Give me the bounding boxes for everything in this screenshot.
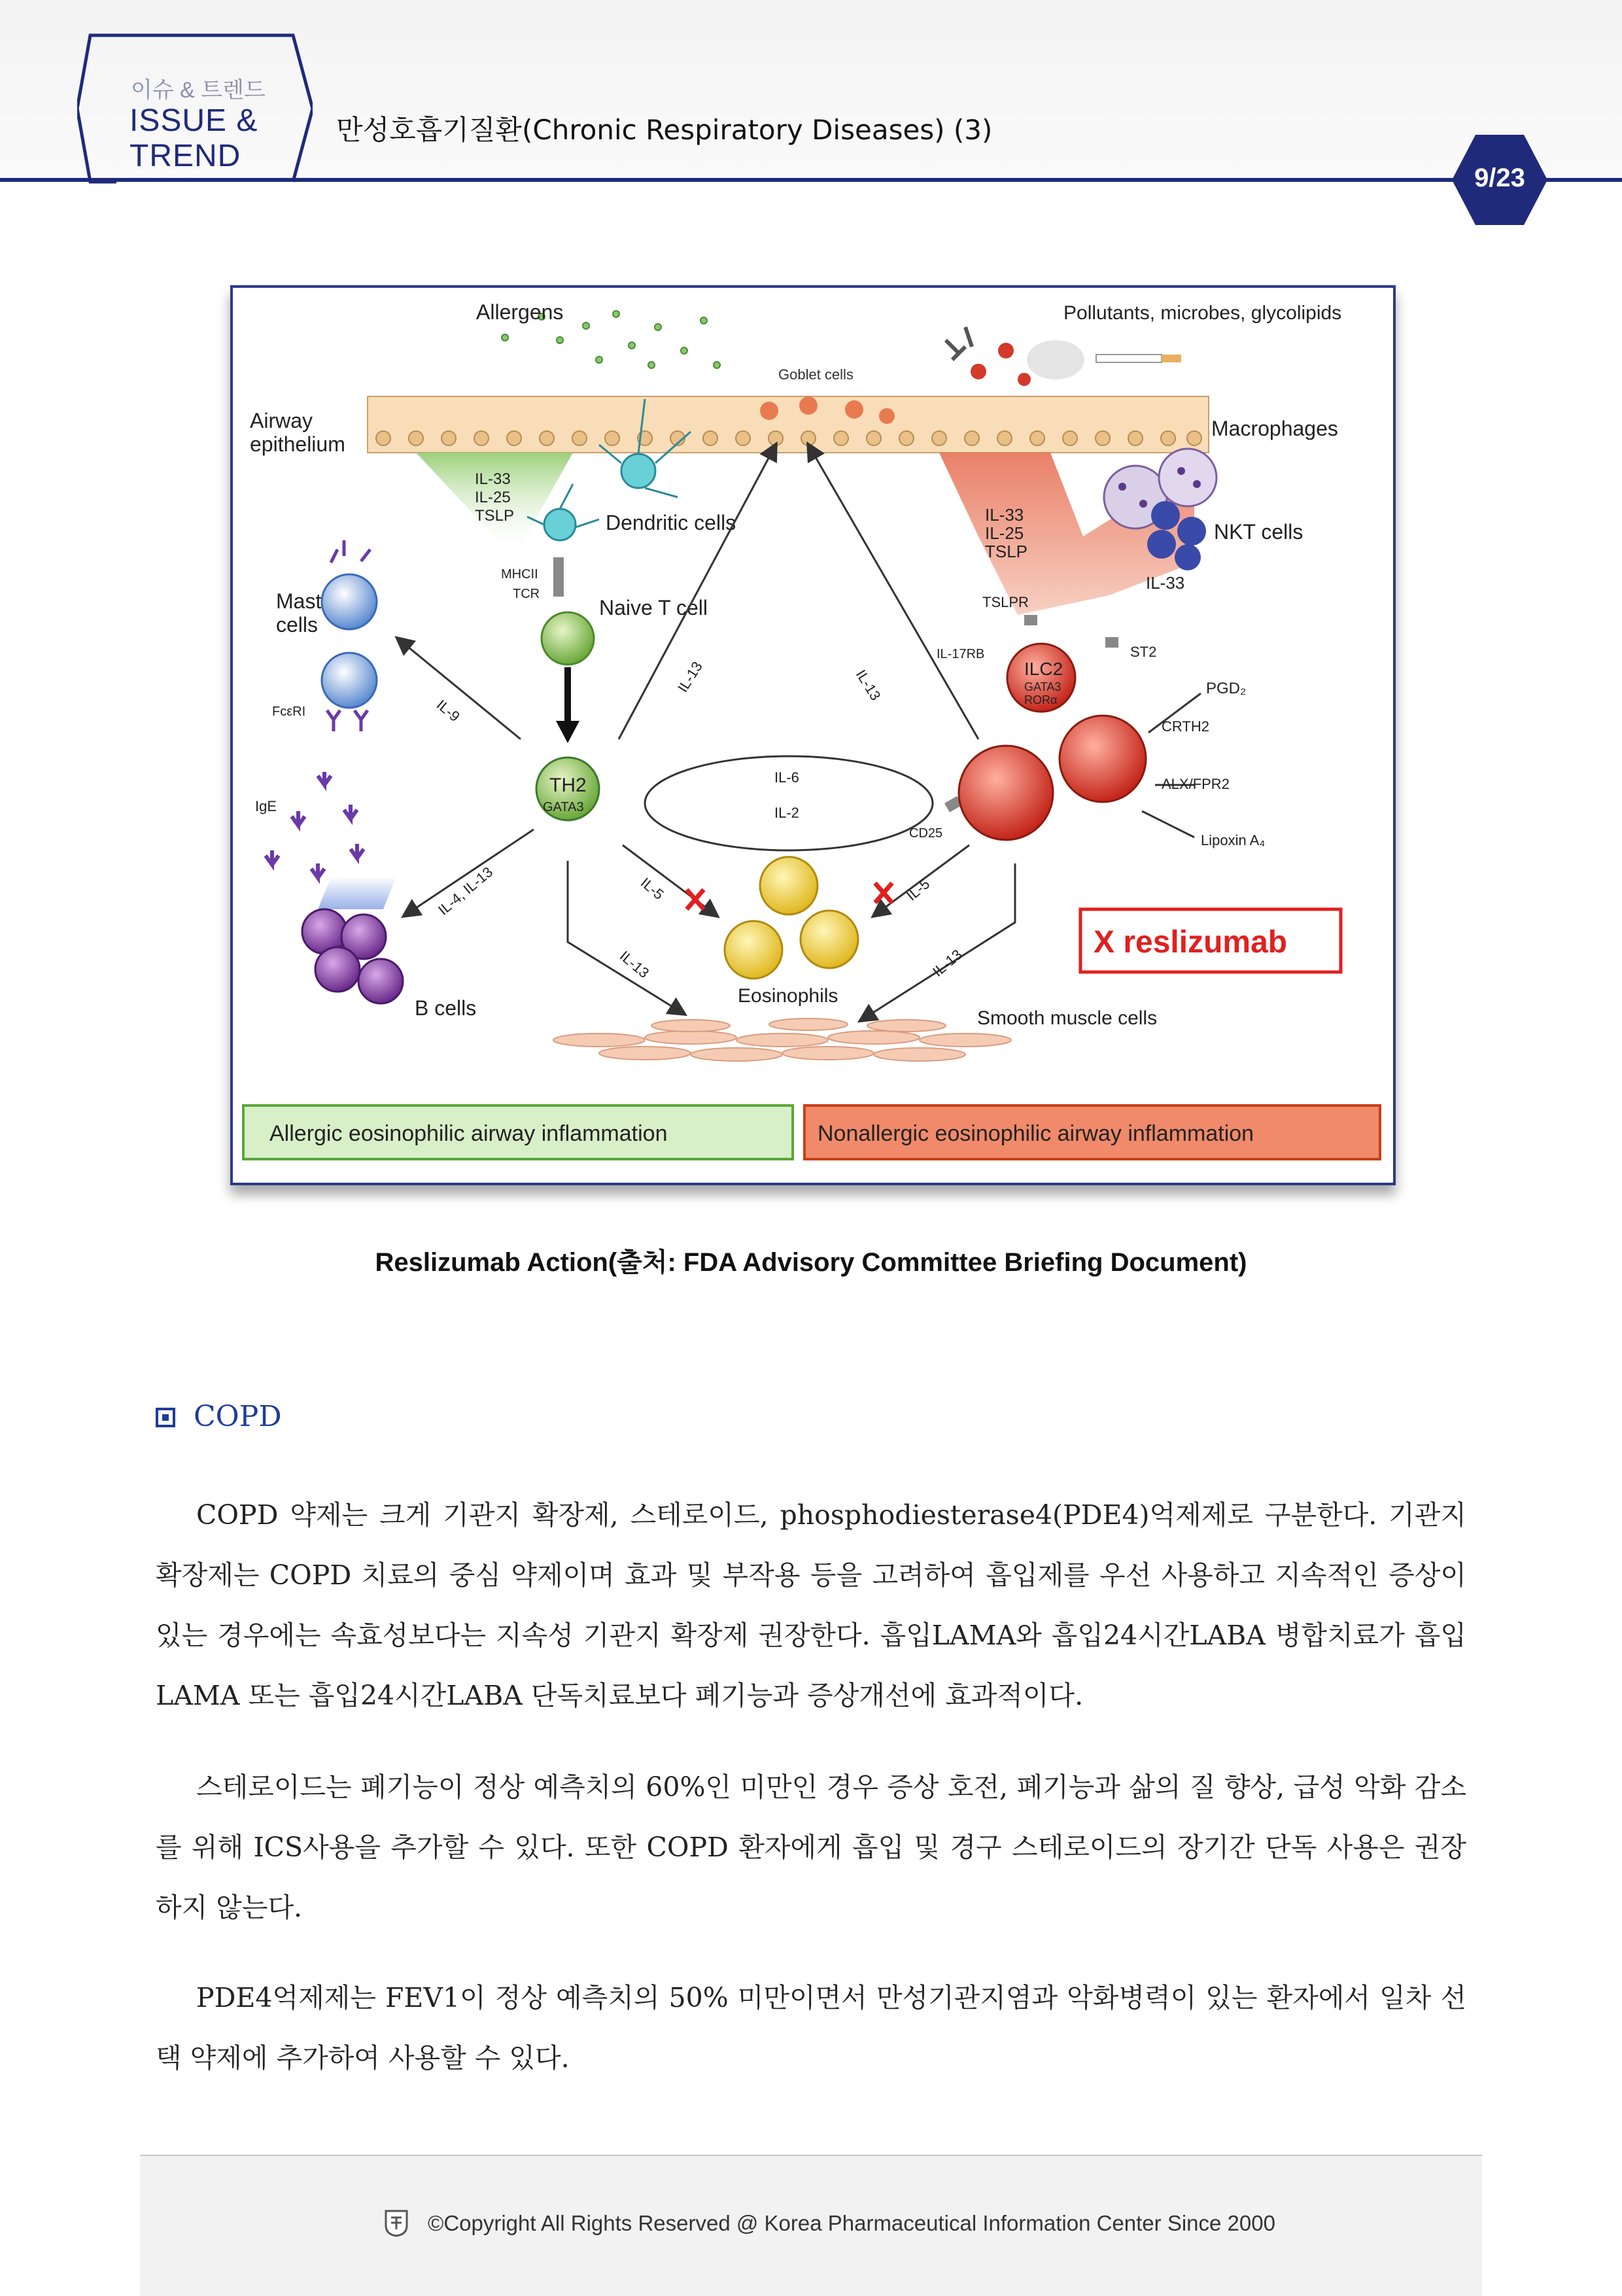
b-cells-label: B cells bbox=[415, 996, 477, 1020]
il13-left-label: IL-13 bbox=[674, 658, 706, 695]
il5-left-label: IL-5 bbox=[637, 874, 667, 903]
th2-gata3: GATA3 bbox=[543, 800, 584, 814]
eosinophils bbox=[725, 857, 858, 979]
il13-lower-left-label: IL-13 bbox=[616, 947, 653, 982]
section-heading-text: COPD bbox=[194, 1400, 282, 1433]
b-cells bbox=[302, 909, 403, 1003]
pollutant-icons bbox=[946, 327, 1181, 386]
page-number: 9/23 bbox=[1474, 164, 1525, 192]
paragraph-2: 스테로이드는 폐기능이 정상 예측치의 60%인 미만인 경우 증상 호전, 폐기능과 삶의 질 향상, 급성 악화 감소를 위해 ICS사용을 추가할 수 있다. 또한 COPD 환자에게 흡입 및 경구 스테로이드의 장기간 단독 사용은 권장하지 않는다. bbox=[156, 1771, 1466, 1923]
ige-antibodies bbox=[266, 772, 364, 878]
naive-to-th2-arrowhead bbox=[556, 721, 579, 743]
pgd2-label: PGD₂ bbox=[1206, 680, 1247, 697]
crth2-label: CRTH2 bbox=[1162, 718, 1209, 735]
naive-t-cell bbox=[542, 612, 594, 665]
il33-right: IL-33 bbox=[985, 505, 1024, 525]
brand-title-line1: ISSUE & bbox=[129, 103, 258, 138]
lipoxin-label: Lipoxin A₄ bbox=[1201, 832, 1266, 848]
section-heading bbox=[156, 1400, 282, 1433]
st2-label: ST2 bbox=[1130, 644, 1157, 660]
paragraph-1: COPD 약제는 크게 기관지 확장제, 스테로이드, phosphodiesterase4(PDE4)억제제로 구분한다. 기관지 확장제는 COPD 치료의 중심 약제이며 효과 및 부작용 등을 고려하여 흡입제를 우선 사용하고 지속적인 증상이 있는 경우에는 속효성보다는 지속성 기관지 확장제 권장한다. 흡입LAMA와 흡입24시간LABA 병합치료가 흡입LAMA 또는 흡입24시간LABA 단독치료보다 폐기능과 증상개선에 효과적이다. bbox=[156, 1499, 1466, 1711]
ige-label: IgE bbox=[255, 798, 277, 814]
il6-label: IL-6 bbox=[774, 769, 799, 786]
mast-label-2: cells bbox=[276, 613, 319, 636]
smooth-muscle-label: Smooth muscle cells bbox=[977, 1007, 1158, 1029]
footer-copyright: ©Copyright All Rights Reserved @ Korea Pharmaceutical Information Center Since 2000 bbox=[428, 2211, 1275, 2235]
smooth-muscle-layer bbox=[553, 1018, 1011, 1061]
mast-granules bbox=[331, 540, 370, 563]
dendritic-label: Dendritic cells bbox=[606, 511, 736, 534]
fceri-receptors bbox=[327, 710, 368, 731]
kpic-logo-icon bbox=[383, 2208, 409, 2237]
il25-right: IL-25 bbox=[985, 523, 1024, 543]
ilc2-label: ILC2 bbox=[1024, 659, 1063, 679]
il13-right-label: IL-13 bbox=[852, 667, 884, 704]
ilc2-cell-large-2 bbox=[1060, 716, 1146, 802]
figure-caption: Reslizumab Action(출처: FDA Advisory Committee Briefing Document) bbox=[375, 1248, 1247, 1277]
nkt-label: NKT cells bbox=[1214, 520, 1303, 544]
mast-cell-2 bbox=[322, 653, 377, 708]
il33-left: IL-33 bbox=[475, 470, 511, 488]
fceri-label: FcεRI bbox=[272, 704, 306, 719]
ilc2-cell-large-1 bbox=[959, 746, 1053, 840]
allergens-label: Allergens bbox=[476, 300, 564, 324]
ilc2-gata3: GATA3 bbox=[1024, 680, 1061, 693]
paragraph-3: PDE4억제제는 FEV1이 정상 예측치의 50% 미만이면서 만성기관지염과 악화병력이 있는 환자에서 일차 선택 약제에 추가하여 사용할 수 있다. bbox=[156, 1982, 1466, 2074]
receptor-lines bbox=[1142, 693, 1201, 837]
macrophages-label: Macrophages bbox=[1211, 417, 1338, 440]
tslp-right: TSLP bbox=[985, 542, 1028, 561]
mast-cell-1 bbox=[322, 574, 377, 629]
allergic-label: Allergic eosinophilic airway inflammation bbox=[269, 1121, 668, 1146]
goblet-cells-label: Goblet cells bbox=[778, 366, 854, 383]
pathway-diagram bbox=[233, 288, 1393, 1183]
il9-label: IL-9 bbox=[433, 696, 463, 725]
alx-label: ALX/FPR2 bbox=[1162, 776, 1230, 792]
mhcii-label: MHCII bbox=[501, 567, 538, 582]
airway-label-1: Airway bbox=[250, 409, 313, 432]
brand-title bbox=[129, 103, 258, 174]
tslpr-receptor bbox=[1024, 615, 1037, 625]
epithelium-layer bbox=[368, 396, 1209, 453]
il13-lower-right-label: IL-13 bbox=[929, 946, 965, 980]
mhcii-tcr-receptor bbox=[553, 557, 564, 597]
airway-label-2: epithelium bbox=[250, 432, 345, 456]
brand-subtitle: 이슈 & 트렌드 bbox=[131, 78, 266, 103]
eosinophils-label: Eosinophils bbox=[738, 985, 838, 1007]
st2-receptor bbox=[1105, 637, 1118, 648]
il33-nkt: IL-33 bbox=[1146, 573, 1185, 593]
ige-release bbox=[318, 877, 396, 909]
cd25-label: CD25 bbox=[909, 826, 943, 841]
th2-label: TH2 bbox=[549, 774, 587, 796]
tslpr-label: TSLPR bbox=[982, 594, 1029, 610]
pollutants-label: Pollutants, microbes, glycolipids bbox=[1063, 302, 1342, 324]
il2-label: IL-2 bbox=[774, 805, 799, 821]
tcr-label: TCR bbox=[513, 587, 540, 601]
square-bullet-icon bbox=[156, 1408, 175, 1427]
tslp-left: TSLP bbox=[475, 507, 515, 525]
mast-label-1: Mast bbox=[276, 589, 322, 613]
brand-title-line2: TREND bbox=[129, 139, 241, 173]
page-title: 만성호흡기질환(Chronic Respiratory Diseases) (3) bbox=[336, 114, 993, 146]
reslizumab-figure bbox=[230, 285, 1396, 1185]
il25-left: IL-25 bbox=[475, 489, 511, 506]
il5-right-label: IL-5 bbox=[903, 875, 933, 904]
il4-il13-label: IL-4, IL-13 bbox=[435, 863, 496, 918]
il17rb-label: IL-17RB bbox=[937, 647, 985, 661]
ilc2-ror: RORα bbox=[1024, 693, 1058, 706]
nonallergic-label: Nonallergic eosinophilic airway inflammation bbox=[818, 1121, 1254, 1146]
reslizumab-label: X reslizumab bbox=[1094, 925, 1288, 960]
naive-t-label: Naive T cell bbox=[599, 596, 708, 619]
